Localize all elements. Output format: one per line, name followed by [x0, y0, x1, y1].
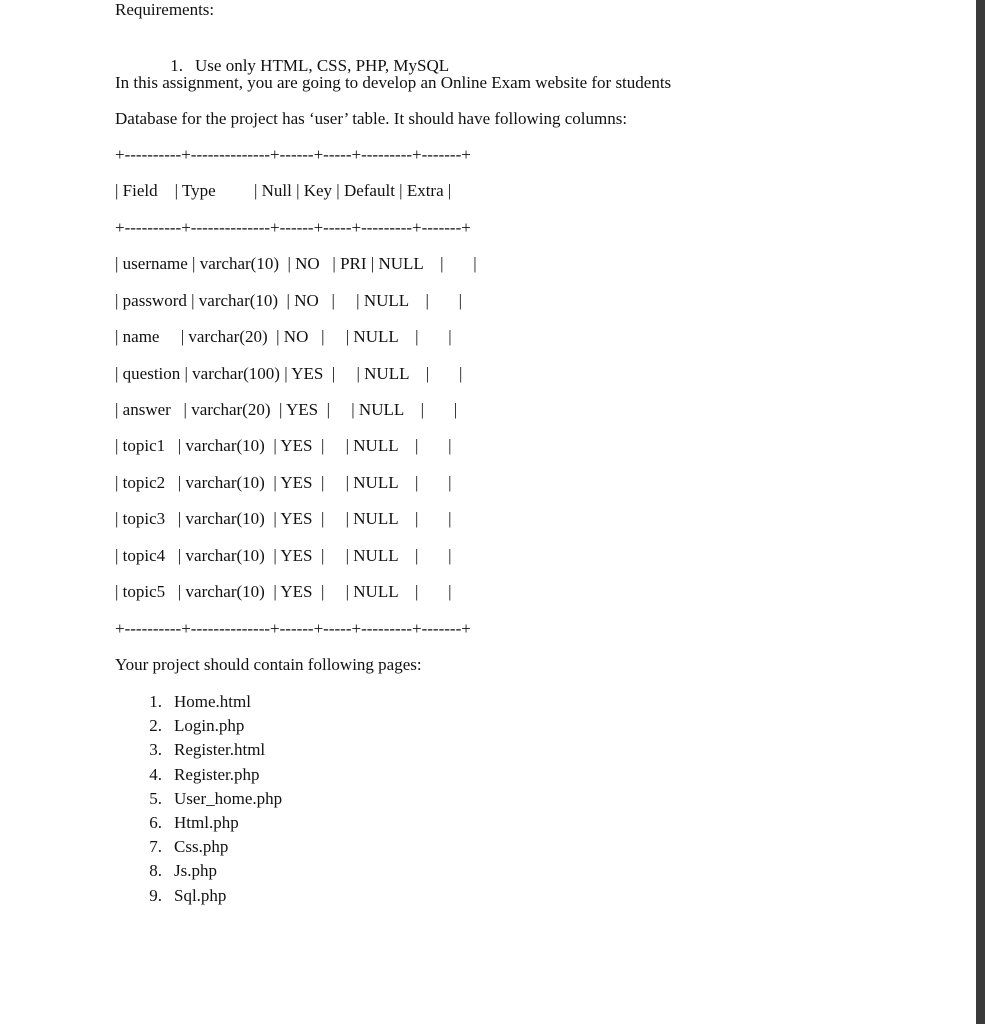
list-item-number: 1. [149, 692, 162, 711]
table-row: | topic4 | varchar(10) | YES | | NULL | | [115, 546, 452, 565]
table-row: | name | varchar(20) | NO | | NULL | | [115, 327, 452, 346]
requirement-number: 1. [170, 56, 183, 75]
table-row: | topic3 | varchar(10) | YES | | NULL | | [115, 509, 452, 528]
list-item-text: User_home.php [174, 788, 283, 808]
list-item [140, 764, 282, 788]
pages-list [140, 691, 282, 909]
table-row: | topic2 | varchar(10) | YES | | NULL | | [115, 473, 452, 492]
intro-paragraph: In this assignment, you are going to develop an Online Exam website for students [115, 73, 672, 92]
pages-intro-paragraph: Your project should contain following pages: [115, 655, 422, 674]
table-row: | topic5 | varchar(10) | YES | | NULL | | [115, 582, 452, 601]
list-item-text: Css.php [174, 837, 229, 857]
table-row: | username | varchar(10) | NO | PRI | NULL | | [115, 254, 477, 273]
requirement-text: Use only HTML, CSS, PHP, MySQL [195, 56, 450, 75]
list-item [140, 691, 282, 715]
list-item-number: 5. [149, 788, 162, 808]
list-item-number: 7. [149, 837, 162, 857]
list-item-text: Html.php [174, 812, 239, 832]
list-item-number: 9. [149, 885, 162, 905]
list-item [140, 836, 282, 860]
list-item-text: Sql.php [174, 885, 227, 905]
list-item-number: 4. [149, 764, 162, 784]
table-border-header: +----------+--------------+------+-----+---------+-------+ [115, 218, 471, 237]
db-intro-paragraph: Database for the project has ‘user’ table. It should have following columns: [115, 109, 628, 128]
table-row: | question | varchar(100) | YES | | NULL | | [115, 364, 463, 383]
list-item [140, 860, 282, 884]
table-row: | answer | varchar(20) | YES | | NULL | | [115, 400, 458, 419]
list-item [140, 715, 282, 739]
list-item-text: Home.html [174, 692, 251, 711]
list-item-text: Register.php [174, 764, 260, 784]
table-row: | topic1 | varchar(10) | YES | | NULL | | [115, 436, 452, 455]
table-border-top: +----------+--------------+------+-----+---------+-------+ [115, 145, 471, 164]
list-item [140, 739, 282, 763]
list-item [140, 885, 282, 909]
list-item-number: 8. [149, 861, 162, 881]
list-item-number: 2. [149, 716, 162, 736]
list-item-number: 6. [149, 812, 162, 832]
list-item [140, 812, 282, 836]
table-row: | password | varchar(10) | NO | | NULL | | [115, 291, 463, 310]
scrollbar[interactable] [976, 0, 985, 1024]
requirements-heading: Requirements: [115, 0, 215, 19]
table-border-bottom: +----------+--------------+------+-----+---------+-------+ [115, 619, 471, 638]
list-item-text: Register.html [174, 740, 266, 760]
table-header-row: | Field | Type | Null | Key | Default | Extra | [115, 181, 452, 200]
list-item-text: Login.php [174, 716, 245, 736]
list-item-text: Js.php [174, 861, 217, 881]
list-item-number: 3. [149, 740, 162, 760]
list-item [140, 788, 282, 812]
